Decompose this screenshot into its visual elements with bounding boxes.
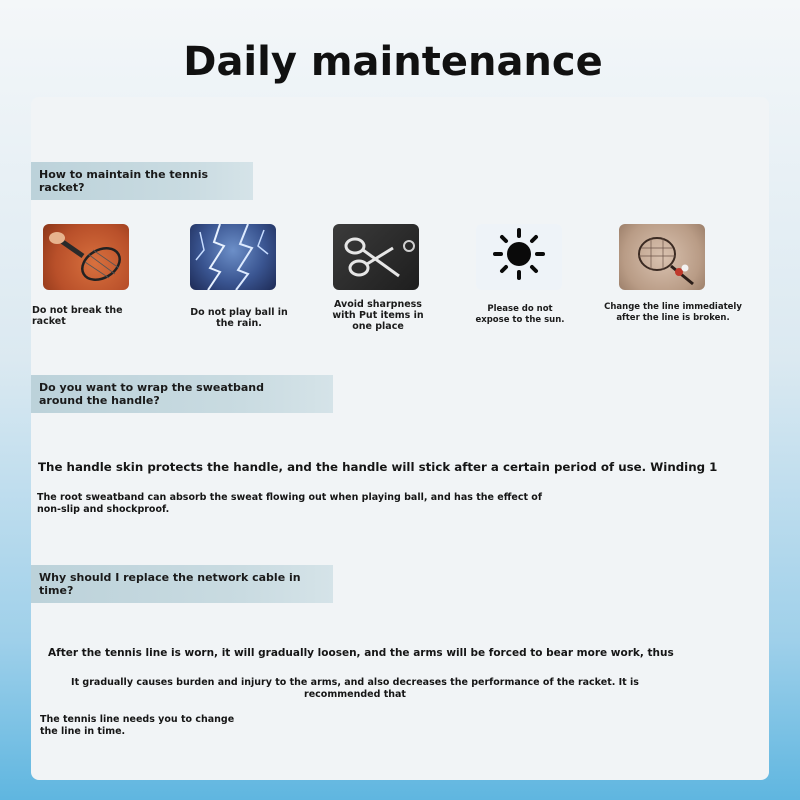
paragraph-replace-3: The tennis line needs you to change the line in time. [40,714,235,737]
paragraph-replace-2: It gradually causes burden and injury to the arms, and also decreases the performance of the racket. It is recommended that [71,677,639,700]
sun-icon [476,224,562,290]
lightning-icon [190,224,276,290]
section-heading-sweatband [31,375,333,413]
section-heading-racket-care [31,162,253,200]
section-heading-replace-line [31,565,333,603]
paragraph-sweatband-1: The handle skin protects the handle, and the handle will stick after a certain period of use. Winding 1 [38,460,718,474]
section-heading-text: How to maintain the tennis racket? [39,168,209,194]
icon-label-racket-line: Change the line immediately after the line is broken. [604,302,742,323]
icon-label-sun: Please do not expose to the sun. [475,304,565,325]
scissors-icon [333,224,419,290]
section-heading-text: Why should I replace the network cable in time? [39,571,301,597]
paragraph-sweatband-2: The root sweatband can absorb the sweat flowing out when playing ball, and has the effect of non-slip and shockproof. [37,492,542,515]
icon-label-broken-racket: Do not break the racket [32,305,123,327]
icon-label-scissors: Avoid sharpness with Put items in one place [332,299,424,332]
paragraph-replace-1: After the tennis line is worn, it will gradually loosen, and the arms will be forced to bear more work, thus [48,647,674,659]
icon-label-lightning: Do not play ball in the rain. [190,307,288,329]
racket-line-icon [619,224,705,290]
broken-racket-icon [43,224,129,290]
section-heading-text: Do you want to wrap the sweatband around the handle? [39,381,265,407]
page-title: Daily maintenance [183,39,603,85]
